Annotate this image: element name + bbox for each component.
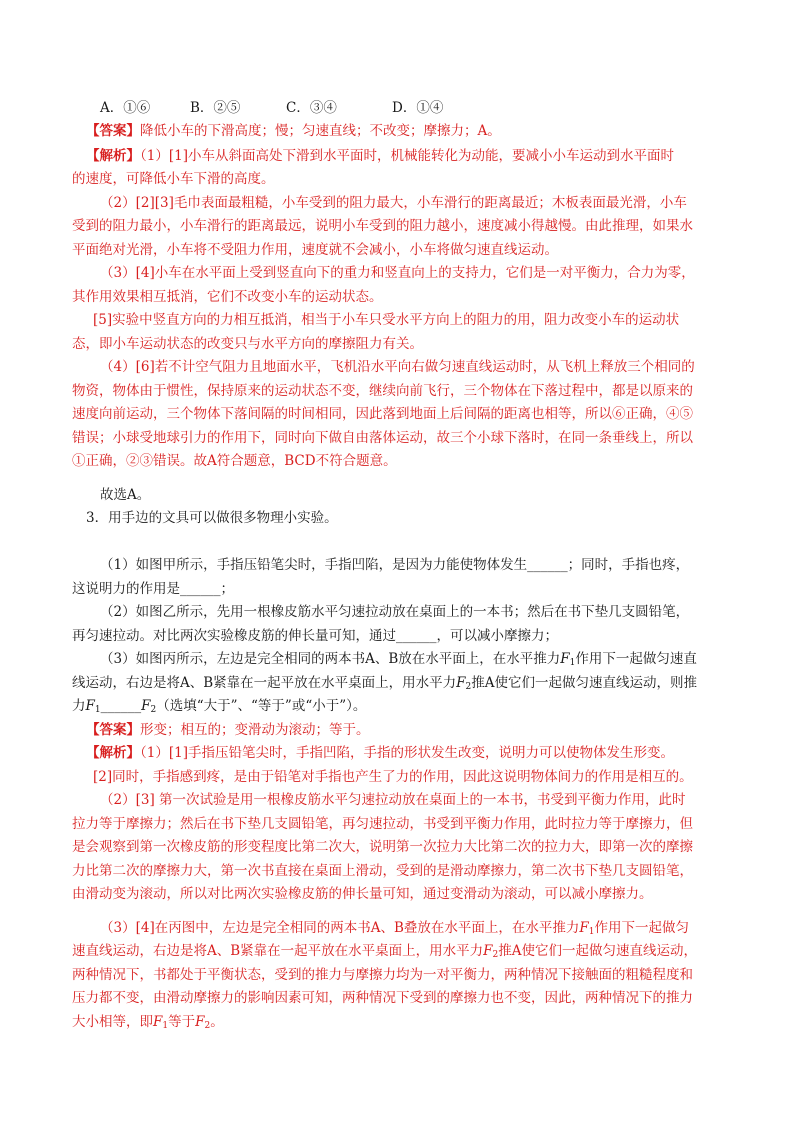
answer-text: 降低小车的下滑高度；慢；匀速直线；不改变；摩擦力；A。 xyxy=(140,123,501,139)
text-run: （选填“大于”、“等于”或“小于”）。 xyxy=(156,698,367,714)
analysis-line xyxy=(86,146,674,166)
force-symbol: F xyxy=(153,1014,163,1030)
answer-line-3 xyxy=(86,720,370,740)
analysis-line: 的速度，可降低小车下滑的高度。 xyxy=(72,171,275,187)
analysis-line: [5]实验中竖直方向的力相互抵消，相当于小车只受水平方向上的阻力的用，阻力改变小车的运动状 xyxy=(93,312,680,328)
analysis-line: 拉力等于摩擦力；然后在书下垫几支圆铅笔，再匀速拉动，书受到平衡力作用，此时拉力等于摩擦力，但 xyxy=(72,816,693,832)
analysis-line: ①正确，②③错误。故A符合题意，BCD不符合题意。 xyxy=(72,453,397,469)
analysis-line: 其作用效果相互抵消，它们不改变小车的运动状态。 xyxy=(72,289,383,305)
analysis-text: （1）[1]小车从斜面高处下滑到水平面时，机械能转化为动能，要减小小车运动到水平面时 xyxy=(140,148,674,164)
analysis-line: 压力都不变，由滑动摩擦力的影响因素可知，两种情况下受到的摩擦力也不变，因此，两种情况下的推力 xyxy=(72,990,693,1006)
analysis-line: （4）[6]若不计空气阻力且地面水平，飞机沿水平向右做匀速直线运动时，从飞机上释放三个相同的 xyxy=(100,359,695,375)
options-row xyxy=(100,98,443,118)
text-run: 作用下一起做匀 xyxy=(594,920,689,936)
text-run: 作用下一起做匀速直 xyxy=(575,651,697,667)
analysis-line xyxy=(100,918,689,942)
analysis-line: 速度向前运动，三个物体下落间隔的时间相同，因此落到地面上后间隔的距离也相等，所以⑥正确，④⑤ xyxy=(72,406,693,422)
subscript: 1 xyxy=(588,927,595,937)
analysis-line: 是会观察到第一次橡皮筋的形变程度比第二次大，说明第一次拉力大比第二次的拉力大，即第一次的摩擦 xyxy=(72,839,693,855)
question-part xyxy=(72,696,366,720)
analysis-line: 物资，物体由于惯性，保持原来的运动状态不变，继续向前飞行，三个物体在下落过程中，都是以原来的 xyxy=(72,383,693,399)
force-symbol: F xyxy=(456,675,466,691)
subscript: 2 xyxy=(465,682,472,692)
analysis-line: 力比第二次的摩擦力大，第一次书直接在桌面上滑动，受到的是滑动摩擦力，第二次书下垫几支圆铅笔， xyxy=(72,863,693,879)
analysis-line: 受到的阻力最小，小车滑行的距离最远，说明小车受到的阻力越小，速度减小得越慢。由此推理，如果水 xyxy=(72,218,693,234)
subscript: 2 xyxy=(204,1021,211,1031)
question-part: （2）如图乙所示，先用一根橡皮筋水平匀速拉动放在桌面上的一本书；然后在书下垫几支圆铅笔， xyxy=(100,604,690,620)
force-symbol: F xyxy=(579,920,589,936)
text-run: （3）[4]在丙图中，左边是完全相同的两本书A、B叠放在水平面上，在水平推力 xyxy=(100,920,580,936)
text-run: 大小相等，即 xyxy=(72,1014,153,1030)
question-stem: 3．用手边的文具可以做很多物理小实验。 xyxy=(86,510,338,526)
text-run: 线运动，右边是将A、B紧靠在一起平放在水平桌面上，用水平力 xyxy=(72,675,457,691)
analysis-line: （3）[4]小车在水平面上受到竖直向下的重力和竖直向上的支持力，它们是一对平衡力，合力为零， xyxy=(100,265,695,281)
subscript: 1 xyxy=(94,705,101,715)
analysis-line: [2]同时，手指感到疼，是由于铅笔对手指也产生了力的作用，因此这说明物体间力的作用是相互的。 xyxy=(93,769,693,785)
analysis-line: 由滑动变为滚动，所以对比两次实验橡皮筋的伸长量可知，通过变滑动为滚动，可以减小摩擦力。 xyxy=(72,886,653,902)
analysis-line: （2）[2][3]毛巾表面最粗糙，小车受到的阻力最大，小车滑行的距离最近；木板表面最光滑，小车 xyxy=(100,195,687,211)
text-run: 推A使它们一起做匀速直线运动，则推 xyxy=(471,675,698,691)
question-part: 这说明力的作用是______； xyxy=(72,581,234,597)
analysis-text: （1）[1]手指压铅笔尖时，手指凹陷，手指的形状发生改变，说明力可以使物体发生形变。 xyxy=(140,745,674,761)
answer-tag: 【答案】 xyxy=(86,123,140,139)
question-part: 再匀速拉动。对比两次实验橡皮筋的伸长量可知，通过______，可以减小摩擦力； xyxy=(72,628,558,644)
subscript: 1 xyxy=(162,1021,169,1031)
answer-text: 形变；相互的；变滑动为滚动；等于。 xyxy=(140,722,370,738)
text-run: 推A使它们一起做匀速直线运动， xyxy=(498,943,698,959)
analysis-line xyxy=(86,743,674,763)
analysis-tag: 【解析】 xyxy=(86,148,140,164)
text-run: 。 xyxy=(210,1014,224,1030)
analysis-line xyxy=(72,941,697,965)
subscript: 2 xyxy=(492,950,499,960)
option-b: B．②⑤ xyxy=(190,100,241,116)
answer-tag: 【答案】 xyxy=(86,722,140,738)
question-part xyxy=(100,649,697,673)
force-symbol: F xyxy=(560,651,570,667)
analysis-line: （2）[3] 第一次试验是用一根橡皮筋水平匀速拉动放在桌面上的一本书，书受到平衡力作用，此时 xyxy=(100,792,686,808)
force-symbol: F xyxy=(483,943,493,959)
conclusion-line: 故选A。 xyxy=(100,487,151,503)
analysis-line: 两种情况下，书都处于平衡状态，受到的推力与摩擦力均为一对平衡力，两种情况下接触面的粗糙程度和 xyxy=(72,967,693,983)
force-symbol: F xyxy=(85,698,95,714)
blank: ______ xyxy=(100,698,142,714)
subscript: 1 xyxy=(569,658,576,668)
text-run: 等于 xyxy=(168,1014,196,1030)
question-part xyxy=(72,673,697,697)
subscript: 2 xyxy=(150,705,157,715)
option-c: C．③④ xyxy=(286,100,337,116)
force-symbol: F xyxy=(195,1014,205,1030)
analysis-line xyxy=(72,1012,224,1036)
answer-line-1 xyxy=(86,121,501,141)
force-symbol: F xyxy=(141,698,151,714)
option-a: A．①⑥ xyxy=(100,100,151,116)
option-d: D．①④ xyxy=(392,100,444,116)
analysis-line: 错误；小球受地球引力的作用下，同时向下做自由落体运动，故三个小球下落时，在同一条垂线上，所以 xyxy=(72,430,693,446)
text-run: （3）如图丙所示，左边是完全相同的两本书A、B放在水平面上，在水平推力 xyxy=(100,651,561,667)
text-run: 速直线运动，右边是将A、B紧靠在一起平放在水平桌面上，用水平力 xyxy=(72,943,484,959)
analysis-tag: 【解析】 xyxy=(86,745,140,761)
question-part: （1）如图甲所示，手指压铅笔尖时，手指凹陷，是因为力能使物体发生______；同时，手指也疼， xyxy=(100,557,690,573)
analysis-line: 态，即小车运动状态的改变只与水平方向的摩擦阻力有关。 xyxy=(72,336,423,352)
analysis-line: 平面绝对光滑，小车将不受阻力作用，速度就不会减小，小车将做匀速直线运动。 xyxy=(72,242,558,258)
text-run: 力 xyxy=(72,698,86,714)
